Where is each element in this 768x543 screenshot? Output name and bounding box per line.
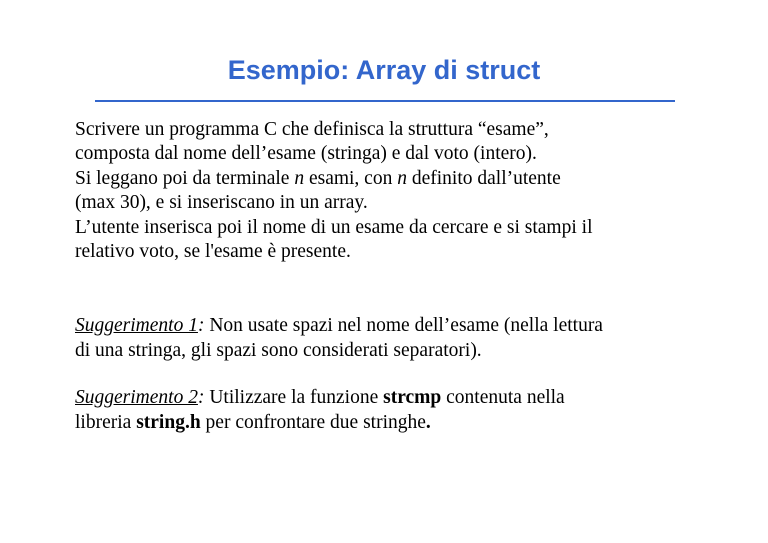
title-divider (95, 100, 675, 102)
hint-1-text-line-2: di una stringa, gli spazi sono considerati separatori). (75, 339, 482, 361)
function-name-strcmp: strcmp (383, 387, 442, 409)
hint-1-text-line-1: Non usate spazi nel nome dell’esame (nella lettura (204, 315, 603, 337)
intro-line-1: Scrivere un programma C che definisca la struttura “esame”, (75, 119, 549, 140)
library-name-string-h: string.h (136, 411, 201, 433)
slide-title: Esempio: Array di struct (227, 55, 541, 85)
intro-line-3a: Si leggano poi da terminale (75, 167, 295, 189)
hint-2-text-c: libreria (75, 411, 137, 433)
intro-line-3b: esami, con (304, 167, 398, 189)
hint-2-colon: : (197, 387, 205, 409)
hint-2-label: Suggerimento 2 (75, 387, 198, 409)
intro-line-6: relativo voto, se l'esame è presente. (75, 241, 351, 263)
intro-paragraph (75, 118, 735, 264)
hint-2-text-b: contenuta nella (441, 387, 565, 409)
intro-line-2: composta dal nome dell’esame (stringa) e dal voto (intero). (75, 143, 537, 165)
hint-2-period: . (425, 411, 431, 433)
hint-1-colon: : (197, 315, 205, 337)
hint-2-paragraph (75, 386, 735, 435)
variable-n: n (397, 167, 407, 189)
hint-1-label: Suggerimento 1 (75, 315, 198, 337)
intro-line-5: L’utente inserisca poi il nome di un esame da cercare e si stampi il (75, 216, 593, 238)
hint-1-paragraph (75, 314, 735, 363)
intro-line-3c: definito dall’utente (406, 167, 561, 189)
hint-2-text-d: per confrontare due stringhe (200, 411, 426, 433)
intro-line-4: (max 30), e si inseriscano in un array. (75, 192, 368, 214)
slide-body (75, 118, 735, 435)
hint-2-text-a: Utilizzare la funzione (204, 387, 384, 409)
variable-n: n (294, 167, 305, 189)
